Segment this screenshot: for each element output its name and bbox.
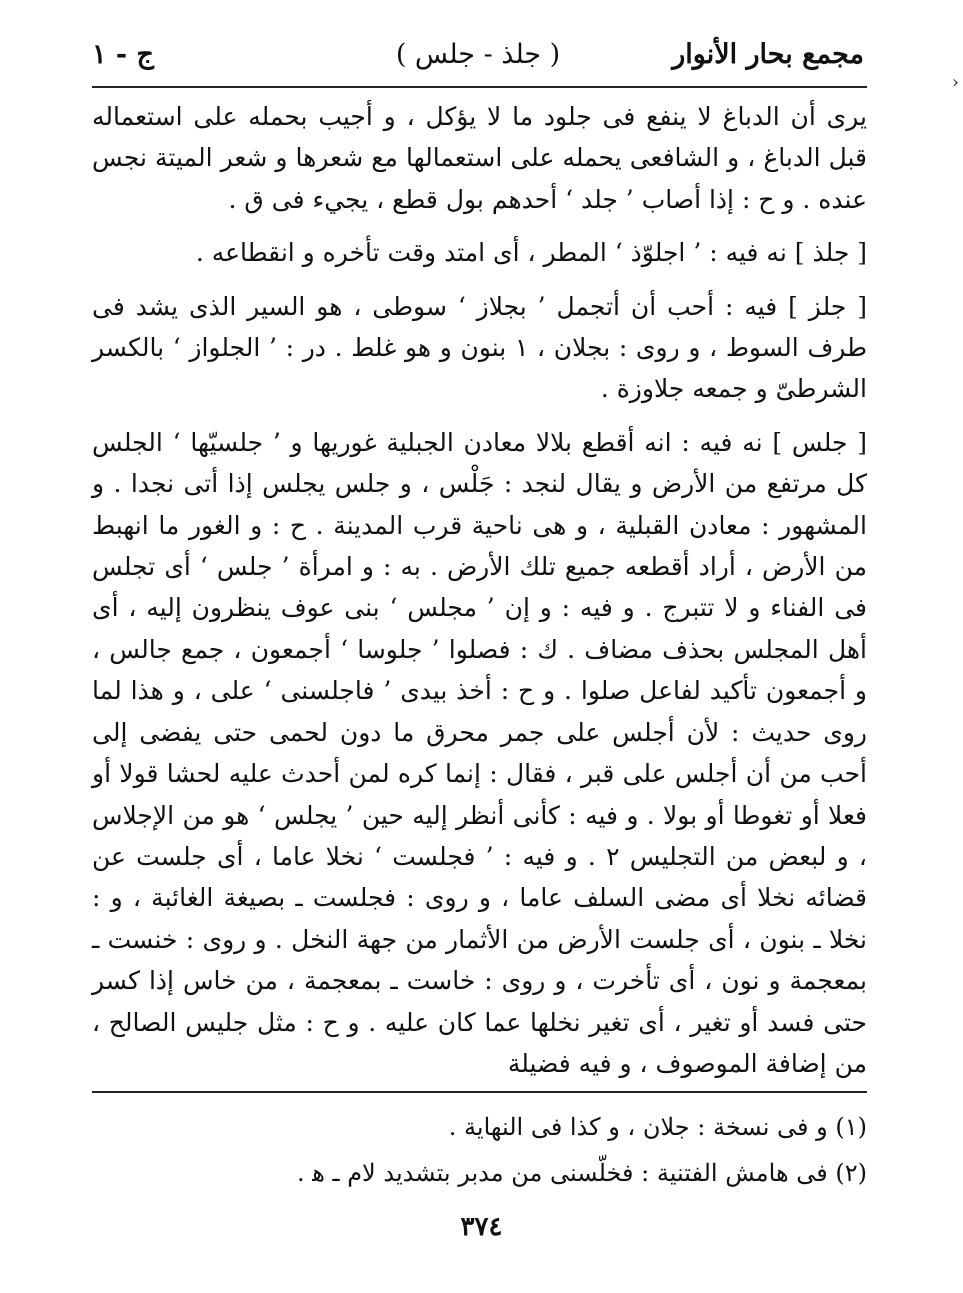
- entry-jalladh: [ جلذ ] نه فيه : ’ اجلوّذ ‘ المطر ، أى امتد وقت تأخره و انقطاعه .: [195, 238, 867, 268]
- running-header: [92, 22, 864, 82]
- footnotes: [92, 1104, 867, 1196]
- paragraph-continuation: يرى أن الدباغ لا ينفع فى جلود ما لا يؤكل ، و أجيب بحمله على استعماله قبل الدباغ ، و الشافعى يحمله على استعمالها مع شعرها و شعر الميتة نجس عنده . و ح : إذا أصاب ’ جلد ‘ أحدهم بول قطع ، يجيء فى ق .: [92, 102, 867, 214]
- book-title: مجمع بحار الأنوار: [672, 39, 864, 70]
- entry-range: ( جلذ - جلس ): [395, 39, 561, 70]
- footnote-2: (٢) فى هامش الفتنية : فخلّسنى من مدبر بتشديد لام ـ ﻫ .: [296, 1159, 867, 1187]
- header-rule: [92, 86, 867, 88]
- main-text: [92, 96, 867, 1084]
- footnote-1: (١) و فى نسخة : جلان ، و كذا فى النهاية .: [448, 1113, 867, 1141]
- entry-jalaz: [ جلز ] فيه : أحب أن أتجمل ’ بجلاز ‘ سوطى ، هو السير الذى يشد فى طرف السوط ، و روى : بجلان ، ١ بنون و هو غلط . در : ’ الجلواز ‘ بالكسر الشرطىّ و جمعه جلاوزة .: [92, 291, 867, 404]
- footnote-rule: [92, 1091, 867, 1093]
- page-number: ٣٧٤: [460, 1212, 503, 1242]
- margin-mark: ›: [951, 72, 959, 93]
- volume-number: ج - ١: [92, 39, 154, 70]
- entry-jalas: [ جلس ] نه فيه : انه أقطع بلالا معادن الجبلية غوريها و ’ جلسيّها ‘ الجلس كل مرتفع من الأرض و يقال لنجد : جَلْس ، و جلس يجلس إذا أتى نجدا . و المشهور : معادن القبلية ، و هى ناحية قرب المدينة . ح : و الغور ما انهبط من الأرض ، أراد أقطعه جميع تلك الأرض . به : و امرأة ’ جلس ‘ أى تجلس فى الفناء و لا تتبرج . و فيه : و إن ’ مجلس ‘ بنى عوف ينظرون إليه ، أى أهل المجلس بحذف مضاف . ك : فصلوا ’ جلوسا ‘ أجمعون ، جمع جالس ، و أجمعون تأكيد لفاعل صلوا . و ح : أخذ بيدى ’ فاجلسنى ‘ على ، و هذا لما روى حديث : لأن أجلس على جمر محرق ما دون لحمى حتى يفضى إلى أحب من أن أجلس على قبر ، فقال : إنما كره لمن أحدث عليه لحشا قولا أو فعلا أو تغوطا أو بولا . و فيه : كأنى أنظر إليه حين ’ يجلس ‘ هو من الإجلاس ، و لبعض من التجليس ٢ . و فيه : ’ فجلست ‘ نخلا عاما ، أى جلست عن قضائه نخلا أى مضى السلف عاما ، و روى : فجلست ـ بصيغة الغائبة ، و : نخلا ـ بنون ، أى جلست الأرض من الأثمار من جهة النخل . و روى : خنست ـ بمعجمة و نون ، أى تأخرت ، و روى : خاست ـ بمعجمة ، من خاس إذا كسر حتى فسد أو تغير ، أى تغير نخلها عما كان عليه . و ح : مثل جليس الصالح ، من إضافة الموصوف ، و فيه فضيلة: [92, 427, 867, 1078]
